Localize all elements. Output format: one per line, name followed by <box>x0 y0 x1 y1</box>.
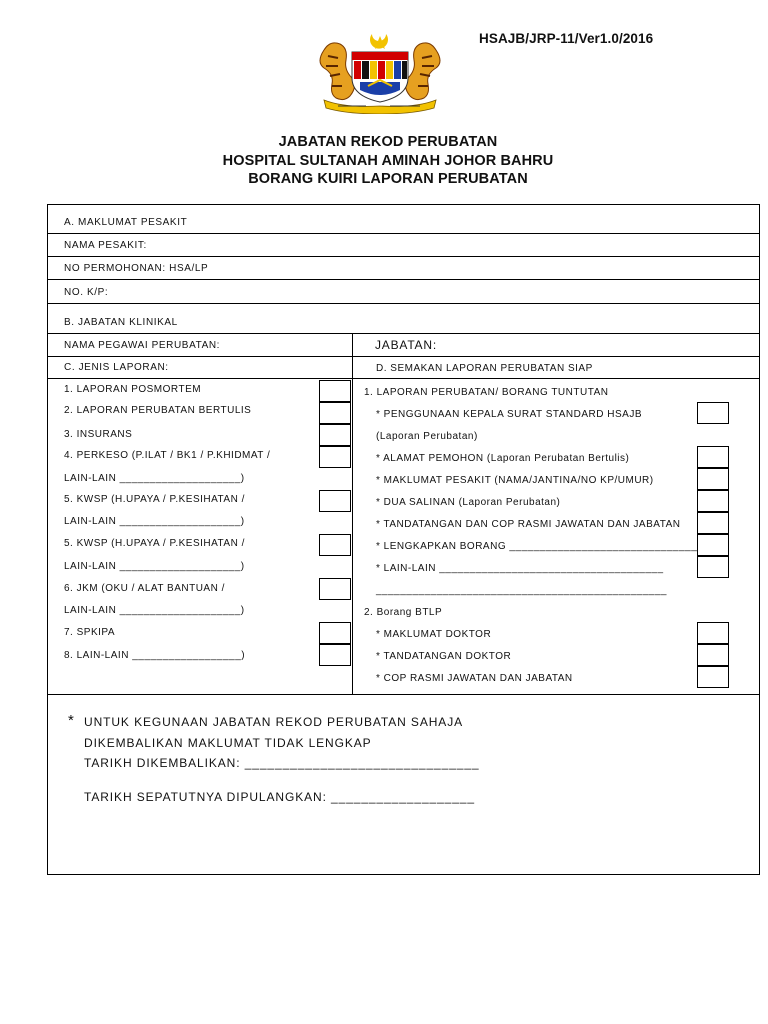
form-frame <box>47 204 760 875</box>
right-item-maklumat-pesakit: * MAKLUMAT PESAKIT (NAMA/JANTINA/NO KP/UMUR) <box>376 475 654 486</box>
checkbox-spkipa[interactable] <box>319 622 351 644</box>
checkbox-lengkapkan[interactable] <box>697 534 729 556</box>
right-item-cop-rasmi: * COP RASMI JAWATAN DAN JABATAN <box>376 673 573 684</box>
right-item-lengkapkan: * LENGKAPKAN BORANG _______________________________ <box>376 541 698 552</box>
right-item-maklumat-doktor: * MAKLUMAT DOKTOR <box>376 629 492 640</box>
footer-line-1: UNTUK KEGUNAAN JABATAN REKOD PERUBATAN SAHAJA <box>84 715 464 729</box>
checkbox-dua-salinan[interactable] <box>697 490 729 512</box>
column-divider <box>352 334 353 695</box>
checkbox-jkm[interactable] <box>319 578 351 600</box>
title-line-3: BORANG KUIRI LAPORAN PERUBATAN <box>248 171 528 187</box>
patient-name-row[interactable] <box>48 234 759 257</box>
footer-due-date[interactable]: TARIKH SEPATUTNYA DIPULANGKAN: ___________________ <box>84 790 475 804</box>
left-item-4: 4. PERKESO (P.ILAT / BK1 / P.KHIDMAT / <box>64 450 271 461</box>
checkbox-perkeso[interactable] <box>319 446 351 468</box>
section-a-row <box>48 205 759 234</box>
checkbox-insurans[interactable] <box>319 424 351 446</box>
section-b-row <box>48 304 759 334</box>
left-item-8: 8. LAIN-LAIN __________________) <box>64 650 246 661</box>
section-c-label: C. JENIS LAPORAN: <box>64 362 169 373</box>
left-item-2: 2. LAPORAN PERUBATAN BERTULIS <box>64 405 252 416</box>
title-line-2: HOSPITAL SULTANAH AMINAH JOHOR BAHRU <box>222 152 554 169</box>
right-item-lain-lain: * LAIN-LAIN _____________________________________ <box>376 563 664 574</box>
left-item-3: 3. INSURANS <box>64 429 133 440</box>
right-item-blank-line: ________________________________________________ <box>376 585 667 596</box>
ic-number-label: NO. K/P: <box>64 287 109 298</box>
right-item-tandatangan-cop: * TANDATANGAN DAN COP RASMI JAWATAN DAN JABATAN <box>376 519 681 530</box>
left-item-1: 1. LAPORAN POSMORTEM <box>64 384 202 395</box>
checkbox-kwsp-2[interactable] <box>319 534 351 556</box>
checkbox-laporan-bertulis[interactable] <box>319 402 351 424</box>
form-title-block <box>0 133 768 189</box>
checklist-bottom-line <box>48 694 759 695</box>
officer-name-label: NAMA PEGAWAI PERUBATAN: <box>64 340 221 351</box>
section-b-label: B. JABATAN KLINIKAL <box>64 317 178 328</box>
right-item-1: 1. LAPORAN PERUBATAN/ BORANG TUNTUTAN <box>364 387 609 398</box>
checkbox-kwsp-1[interactable] <box>319 490 351 512</box>
title-line-1: JABATAN REKOD PERUBATAN <box>278 134 498 150</box>
section-a-label: A. MAKLUMAT PESAKIT <box>64 217 188 228</box>
left-item-5-dup-b: LAIN-LAIN ____________________) <box>64 561 245 572</box>
checkbox-alamat[interactable] <box>697 446 729 468</box>
left-item-5-dup: 5. KWSP (H.UPAYA / P.KESIHATAN / <box>64 538 245 549</box>
patient-name-label: NAMA PESAKIT: <box>64 240 147 251</box>
right-item-2: 2. Borang BTLP <box>364 607 443 618</box>
application-number-row[interactable] <box>48 257 759 280</box>
checkbox-maklumat-pesakit[interactable] <box>697 468 729 490</box>
left-item-5: 5. KWSP (H.UPAYA / P.KESIHATAN / <box>64 494 245 505</box>
section-d-label: D. SEMAKAN LAPORAN PERUBATAN SIAP <box>376 363 593 374</box>
application-number-label: NO PERMOHONAN: HSA/LP <box>64 263 209 274</box>
checkbox-kepala-surat[interactable] <box>697 402 729 424</box>
left-item-6: 6. JKM (OKU / ALAT BANTUAN / <box>64 583 225 594</box>
footer-return-date[interactable]: TARIKH DIKEMBALIKAN: _______________________________ <box>84 756 480 770</box>
coat-of-arms-logo <box>314 30 446 114</box>
ic-number-row[interactable] <box>48 280 759 304</box>
document-code: HSAJB/JRP-11/Ver1.0/2016 <box>479 31 654 46</box>
footer-asterisk: * <box>68 712 74 729</box>
checkbox-posmortem[interactable] <box>319 380 351 402</box>
checkbox-maklumat-doktor[interactable] <box>697 622 729 644</box>
left-item-6b: LAIN-LAIN ____________________) <box>64 605 245 616</box>
left-item-4b: LAIN-LAIN ____________________) <box>64 473 245 484</box>
left-item-5b: LAIN-LAIN ____________________) <box>64 516 245 527</box>
checkbox-tandatangan-doktor[interactable] <box>697 644 729 666</box>
checkbox-lain-lain[interactable] <box>319 644 351 666</box>
left-item-7: 7. SPKIPA <box>64 627 116 638</box>
right-item-kepala-surat: * PENGGUNAAN KEPALA SURAT STANDARD HSAJB <box>376 409 642 420</box>
department-label: JABATAN: <box>375 338 437 352</box>
checkbox-cop-rasmi[interactable] <box>697 666 729 688</box>
footer-line-2: DIKEMBALIKAN MAKLUMAT TIDAK LENGKAP <box>84 736 372 750</box>
checkbox-lain-lain-right[interactable] <box>697 556 729 578</box>
right-item-dua-salinan: * DUA SALINAN (Laporan Perubatan) <box>376 497 561 508</box>
right-item-laporan-note: (Laporan Perubatan) <box>376 431 478 442</box>
right-item-alamat: * ALAMAT PEMOHON (Laporan Perubatan Bertulis) <box>376 453 630 464</box>
checkbox-tandatangan-cop[interactable] <box>697 512 729 534</box>
right-item-tandatangan-doktor: * TANDATANGAN DOKTOR <box>376 651 512 662</box>
